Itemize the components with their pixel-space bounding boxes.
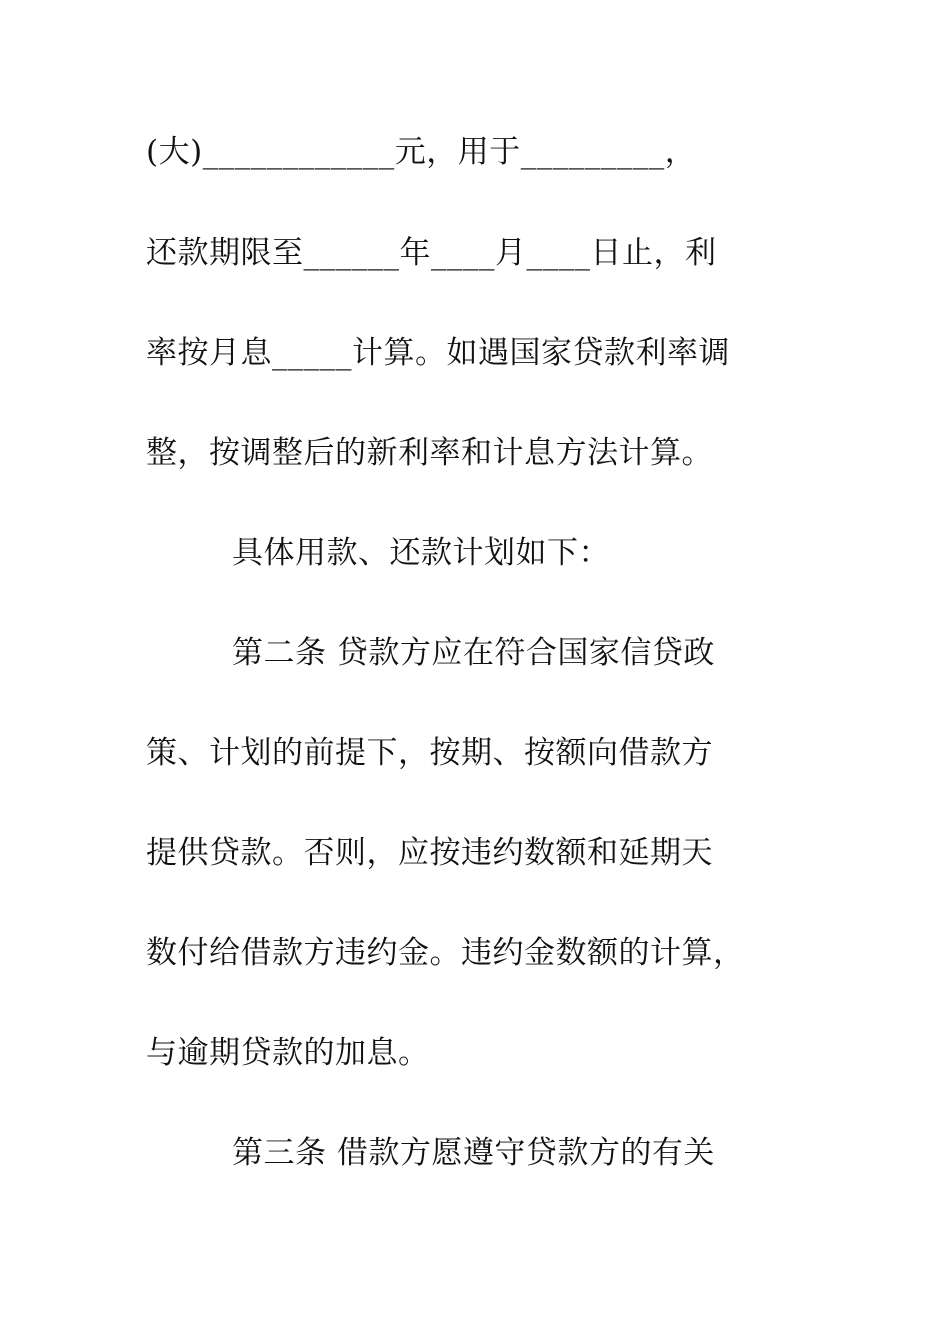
text-line: 提供贷款。否则，应按违约数额和延期天 [146,835,713,871]
text-line: 数付给借款方违约金。违约金数额的计算， [146,935,745,971]
text-line: (大)____________元，用于_________， [146,134,697,170]
text-line: 具体用款、还款计划如下： [232,535,610,571]
text-line: 还款期限至______年____月____日止，利 [146,235,717,271]
article-heading-line: 第二条 贷款方应在符合国家信贷政 [232,635,715,671]
text-line: 率按月息_____计算。如遇国家贷款利率调 [146,335,730,371]
article-heading-line: 第三条 借款方愿遵守贷款方的有关 [232,1135,715,1171]
text-line: 策、计划的前提下，按期、按额向借款方 [146,735,713,771]
text-line: 与逾期贷款的加息。 [146,1035,430,1071]
text-line: 整，按调整后的新利率和计息方法计算。 [146,435,713,471]
